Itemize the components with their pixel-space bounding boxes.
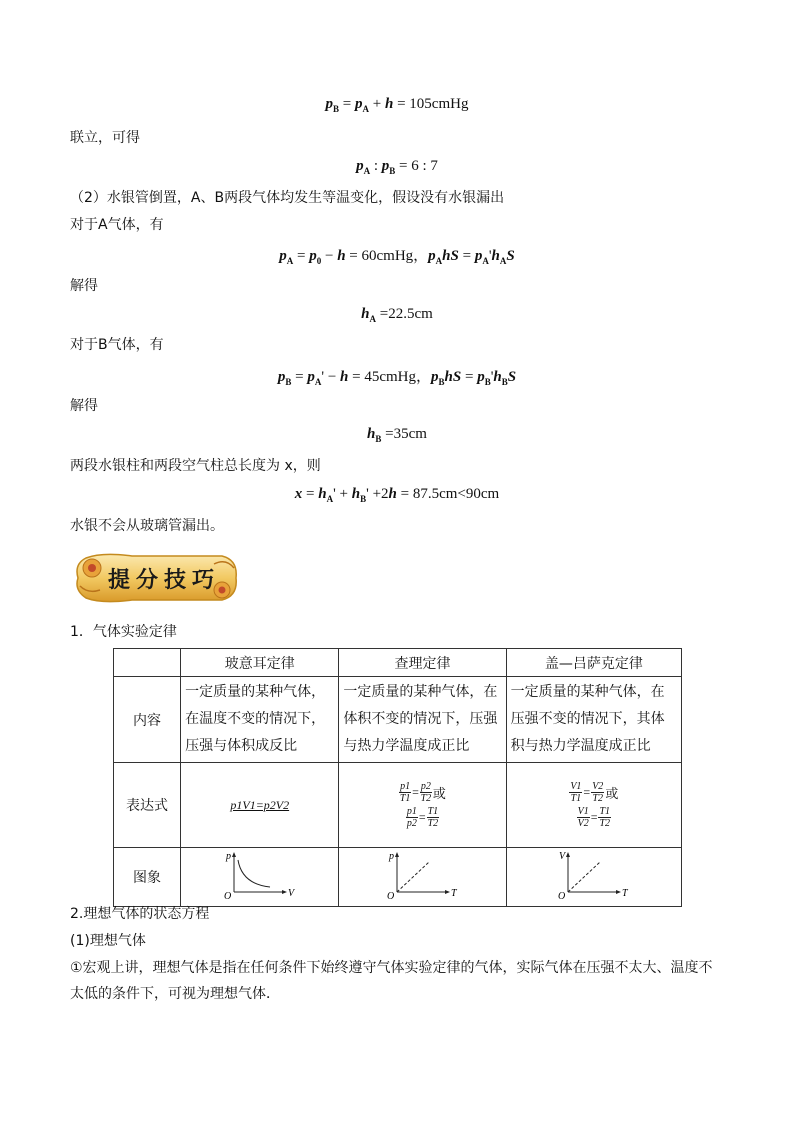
text-total-len: 两段水银柱和两段空气柱总长度为 x，则 xyxy=(70,458,321,474)
frac-num: p2 xyxy=(420,781,431,792)
row-label-graph: 图象 xyxy=(114,848,181,907)
tips-banner xyxy=(72,550,242,606)
formula-hb: $h_B =35cm$ xyxy=(367,426,427,444)
formula-ratio: $p_A$ : $p_B = 6$ : 7 xyxy=(356,158,438,176)
charles-isochore-graph xyxy=(383,850,463,900)
gay-lussac-isobar-graph xyxy=(554,850,634,900)
graph-boyle xyxy=(181,848,339,907)
row-label-expression: 表达式 xyxy=(114,763,181,848)
section-gas-laws: 1．气体实验定律 xyxy=(70,624,177,640)
content-boyle: 一定质量的某种气体，在温度不变的情况下，压强与体积成反比 xyxy=(181,677,339,763)
frac-den: T2 xyxy=(592,793,604,804)
axis-x-label: T xyxy=(450,888,457,899)
table-header-row xyxy=(114,649,682,677)
text-jiede-1: 解得 xyxy=(70,278,98,294)
axis-y-label: V xyxy=(558,851,565,862)
header-empty xyxy=(114,649,181,677)
paragraph-ideal-gas-definition: ①宏观上讲，理想气体是指在任何条件下始终遵守气体实验定律的气体，实际气体在压强不太大、温度不太低的条件下，可视为理想气体． xyxy=(70,960,713,1002)
expr-boyle xyxy=(181,763,339,848)
frac-num: p1 xyxy=(406,806,417,817)
frac-num: p1 xyxy=(400,781,411,792)
frac-num: T1 xyxy=(599,806,611,817)
table-row-expression xyxy=(114,763,682,848)
graph-charles xyxy=(339,848,506,907)
axis-x-label: T xyxy=(621,888,628,899)
frac-num: V1 xyxy=(577,806,589,817)
boyle-equation: p1V1=p2V2 xyxy=(230,797,290,812)
boyle-isotherm-graph xyxy=(220,850,300,900)
table-row-graph xyxy=(114,848,682,907)
formula-b-gas: $p_B = p_A' - h$ = 45cmHg，$p_BhS = p_B'h_BS$ xyxy=(277,369,517,387)
section-ideal-gas: 2.理想气体的状态方程 xyxy=(70,906,210,922)
axis-origin: O xyxy=(223,891,231,900)
content-charles: 一定质量的某种气体，在体积不变的情况下，压强与热力学温度成正比 xyxy=(339,677,506,763)
text-part2: （2）水银管倒置，A、B两段气体均发生等温变化，假设没有水银漏出 xyxy=(70,190,505,206)
graph-gay-lussac xyxy=(506,848,681,907)
header-gay-lussac: 盖—吕萨克定律 xyxy=(506,649,681,677)
text-for-a: 对于A气体，有 xyxy=(70,217,164,233)
charles-ratio-1: $\frac{p1}{T1}$ = $\frac{p2}{T2}$ 或 xyxy=(399,781,446,804)
axis-origin: O xyxy=(557,891,566,900)
or-label: 或 xyxy=(605,787,619,802)
frac-den: V2 xyxy=(577,818,589,829)
frac-den: p2 xyxy=(406,818,417,829)
frac-den: T2 xyxy=(427,818,439,829)
formula-pb-sum: $p_B = p_A + h$ = 105cmHg xyxy=(325,96,469,114)
expr-gay-lussac xyxy=(506,763,681,848)
row-label-content: 内容 xyxy=(114,677,181,763)
content-gay-lussac: 一定质量的某种气体，在压强不变的情况下，其体积与热力学温度成正比 xyxy=(506,677,681,763)
text-jiede-2: 解得 xyxy=(70,398,98,414)
frac-den: T1 xyxy=(570,793,582,804)
frac-num: V1 xyxy=(570,781,582,792)
axis-origin: O xyxy=(386,891,394,900)
axis-y-label: p xyxy=(225,851,231,862)
frac-num: V2 xyxy=(592,781,604,792)
expr-charles xyxy=(339,763,506,848)
frac-den: T2 xyxy=(599,818,611,829)
frac-den: T1 xyxy=(399,793,411,804)
gay-ratio-1: $\frac{V1}{T1}$ = $\frac{V2}{T2}$ 或 xyxy=(570,781,619,804)
banner-title: 提分技巧 xyxy=(108,567,221,593)
formula-ha: $h_A =22.5cm$ xyxy=(361,306,433,324)
gas-laws-table xyxy=(113,648,682,907)
text-lianli: 联立，可得 xyxy=(70,130,140,146)
axis-x-label: V xyxy=(287,888,294,899)
axis-y-label: p xyxy=(388,851,394,862)
table-row-content xyxy=(114,677,682,763)
gay-ratio-2: $\frac{V1}{V2}$ = $\frac{T1}{T2}$ xyxy=(577,806,611,829)
text-conclusion: 水银不会从玻璃管漏出。 xyxy=(70,518,224,534)
header-boyle: 玻意耳定律 xyxy=(181,649,339,677)
charles-ratio-2: $\frac{p1}{p2}$ = $\frac{T1}{T2}$ xyxy=(406,806,439,829)
frac-num: T1 xyxy=(427,806,439,817)
frac-den: T2 xyxy=(420,793,432,804)
subsection-ideal-gas: (1)理想气体 xyxy=(70,933,146,949)
header-charles: 查理定律 xyxy=(339,649,506,677)
or-label: 或 xyxy=(432,787,446,802)
formula-a-gas: $p_A = p_0 - h$ = 60cmHg，$p_AhS = p_A'h_AS$ xyxy=(279,248,515,266)
formula-total: $x = h_A' + h_B' +2h = 87.5cm<90cm$ xyxy=(294,486,500,504)
text-for-b: 对于B气体，有 xyxy=(70,337,164,353)
